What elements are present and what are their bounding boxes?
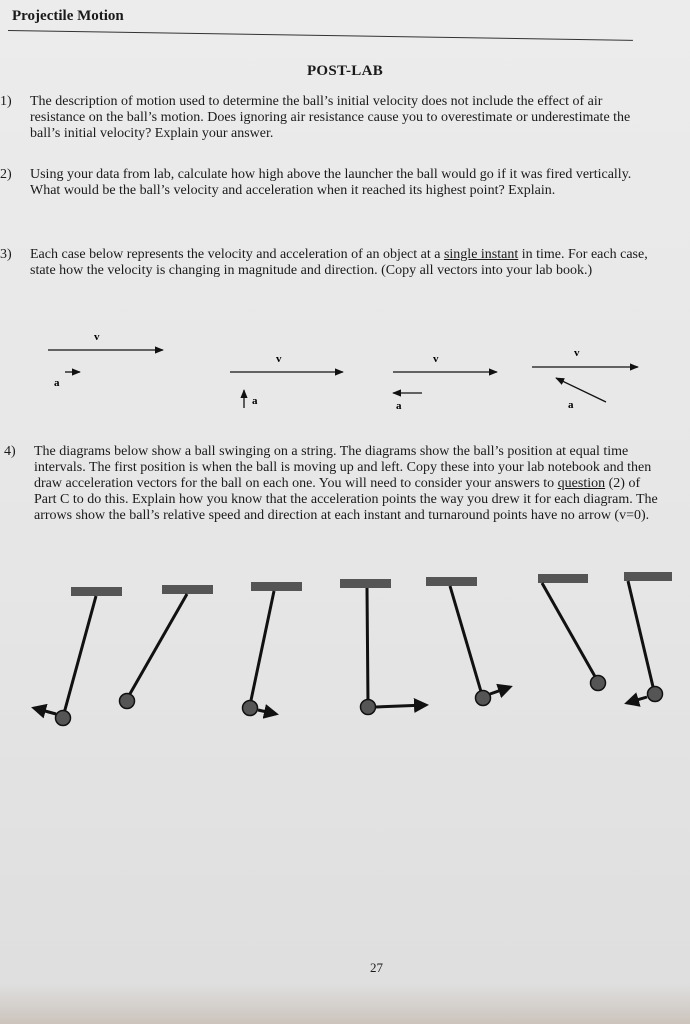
pendulum-5 <box>426 577 510 706</box>
question-4 <box>4 444 664 524</box>
question-number: 1) <box>0 94 12 109</box>
ball <box>120 694 135 709</box>
pendulum-3 <box>243 582 303 716</box>
section-title: POST-LAB <box>306 63 384 79</box>
velocity-arrow <box>627 697 647 703</box>
pivot-bar <box>251 582 302 591</box>
pivot-bar <box>624 572 672 581</box>
question-text: Using your data from lab, calculate how high above the launcher the ball would go if it was fired vertically. What would be the ball’s velocity and acceleration when it reached its highest point? Explain. <box>30 167 632 198</box>
velocity-arrow <box>376 705 426 707</box>
question-number: 4) <box>4 444 16 459</box>
pendulum-6 <box>538 574 606 691</box>
string <box>450 586 482 695</box>
pendulum-diagrams <box>0 565 690 735</box>
underlined-phrase: single instant <box>443 247 519 262</box>
pivot-bar <box>162 585 213 594</box>
pendulum-7 <box>624 572 672 703</box>
string <box>63 596 96 717</box>
ball <box>591 676 606 691</box>
vector-case-2 <box>230 353 343 408</box>
question-text: Each case below represents the velocity and acceleration of an object at a single instant in time. For each case, state how the velocity is changing in magnitude and direction. (Copy all vectors into your lab book.) <box>30 247 648 278</box>
ball <box>648 687 663 702</box>
bottom-shadow <box>0 984 690 1024</box>
pivot-bar <box>71 587 122 596</box>
question-number: 2) <box>0 167 12 182</box>
underlined-phrase: question <box>557 476 606 491</box>
question-text: The description of motion used to determine the ball’s initial velocity does not include the effect of air resistance on the ball’s motion. Does ignoring air resistance cause you to overestimate or underestimate the ball’s initial velocity? Explain your answer. <box>30 94 631 141</box>
ball <box>361 700 376 715</box>
question-3 <box>0 247 650 279</box>
string <box>127 594 187 699</box>
ball <box>476 691 491 706</box>
velocity-arrow <box>258 710 276 714</box>
acceleration-label: a <box>252 395 258 407</box>
pendulum-2 <box>120 585 214 709</box>
ball <box>243 701 258 716</box>
string <box>628 581 654 691</box>
question-text: The diagrams below show a ball swinging on a string. The diagrams show the ball’s position at equal time intervals. The first position is when the ball is moving up and left. Copy these into your lab notebook and then draw acceleration vectors for the ball on each one. You will need to consider your answers to question (2) of Part C to do this. Explain how you know that the acceleration points the way you drew it for each diagram. The arrows show the ball’s relative speed and direction at each instant and turnaround points have no arrow (v=0). <box>34 444 658 523</box>
velocity-arrow <box>490 687 510 694</box>
acceleration-label: a <box>568 399 574 411</box>
vector-case-1 <box>48 331 163 389</box>
vector-case-3 <box>393 353 497 412</box>
vector-diagrams <box>0 320 690 430</box>
page-number: 27 <box>370 960 383 975</box>
velocity-label: v <box>574 347 580 359</box>
header-title: Projectile Motion <box>12 8 124 24</box>
velocity-label: v <box>94 331 100 343</box>
velocity-arrow <box>34 708 56 714</box>
pendulum-1 <box>34 587 122 726</box>
vector-case-4 <box>532 347 638 411</box>
acceleration-label: a <box>396 400 402 412</box>
pivot-bar <box>426 577 477 586</box>
string <box>542 583 597 680</box>
string <box>367 588 368 704</box>
velocity-label: v <box>433 353 439 365</box>
question-2 <box>0 167 645 199</box>
pivot-bar <box>340 579 391 588</box>
acceleration-arrow <box>556 378 606 402</box>
header-rule <box>8 30 633 41</box>
ball <box>56 711 71 726</box>
question-number: 3) <box>0 247 12 262</box>
pendulum-4 <box>340 579 426 715</box>
acceleration-label: a <box>54 377 60 389</box>
velocity-label: v <box>276 353 282 365</box>
string <box>250 591 274 705</box>
question-1 <box>0 94 642 142</box>
pivot-bar <box>538 574 588 583</box>
